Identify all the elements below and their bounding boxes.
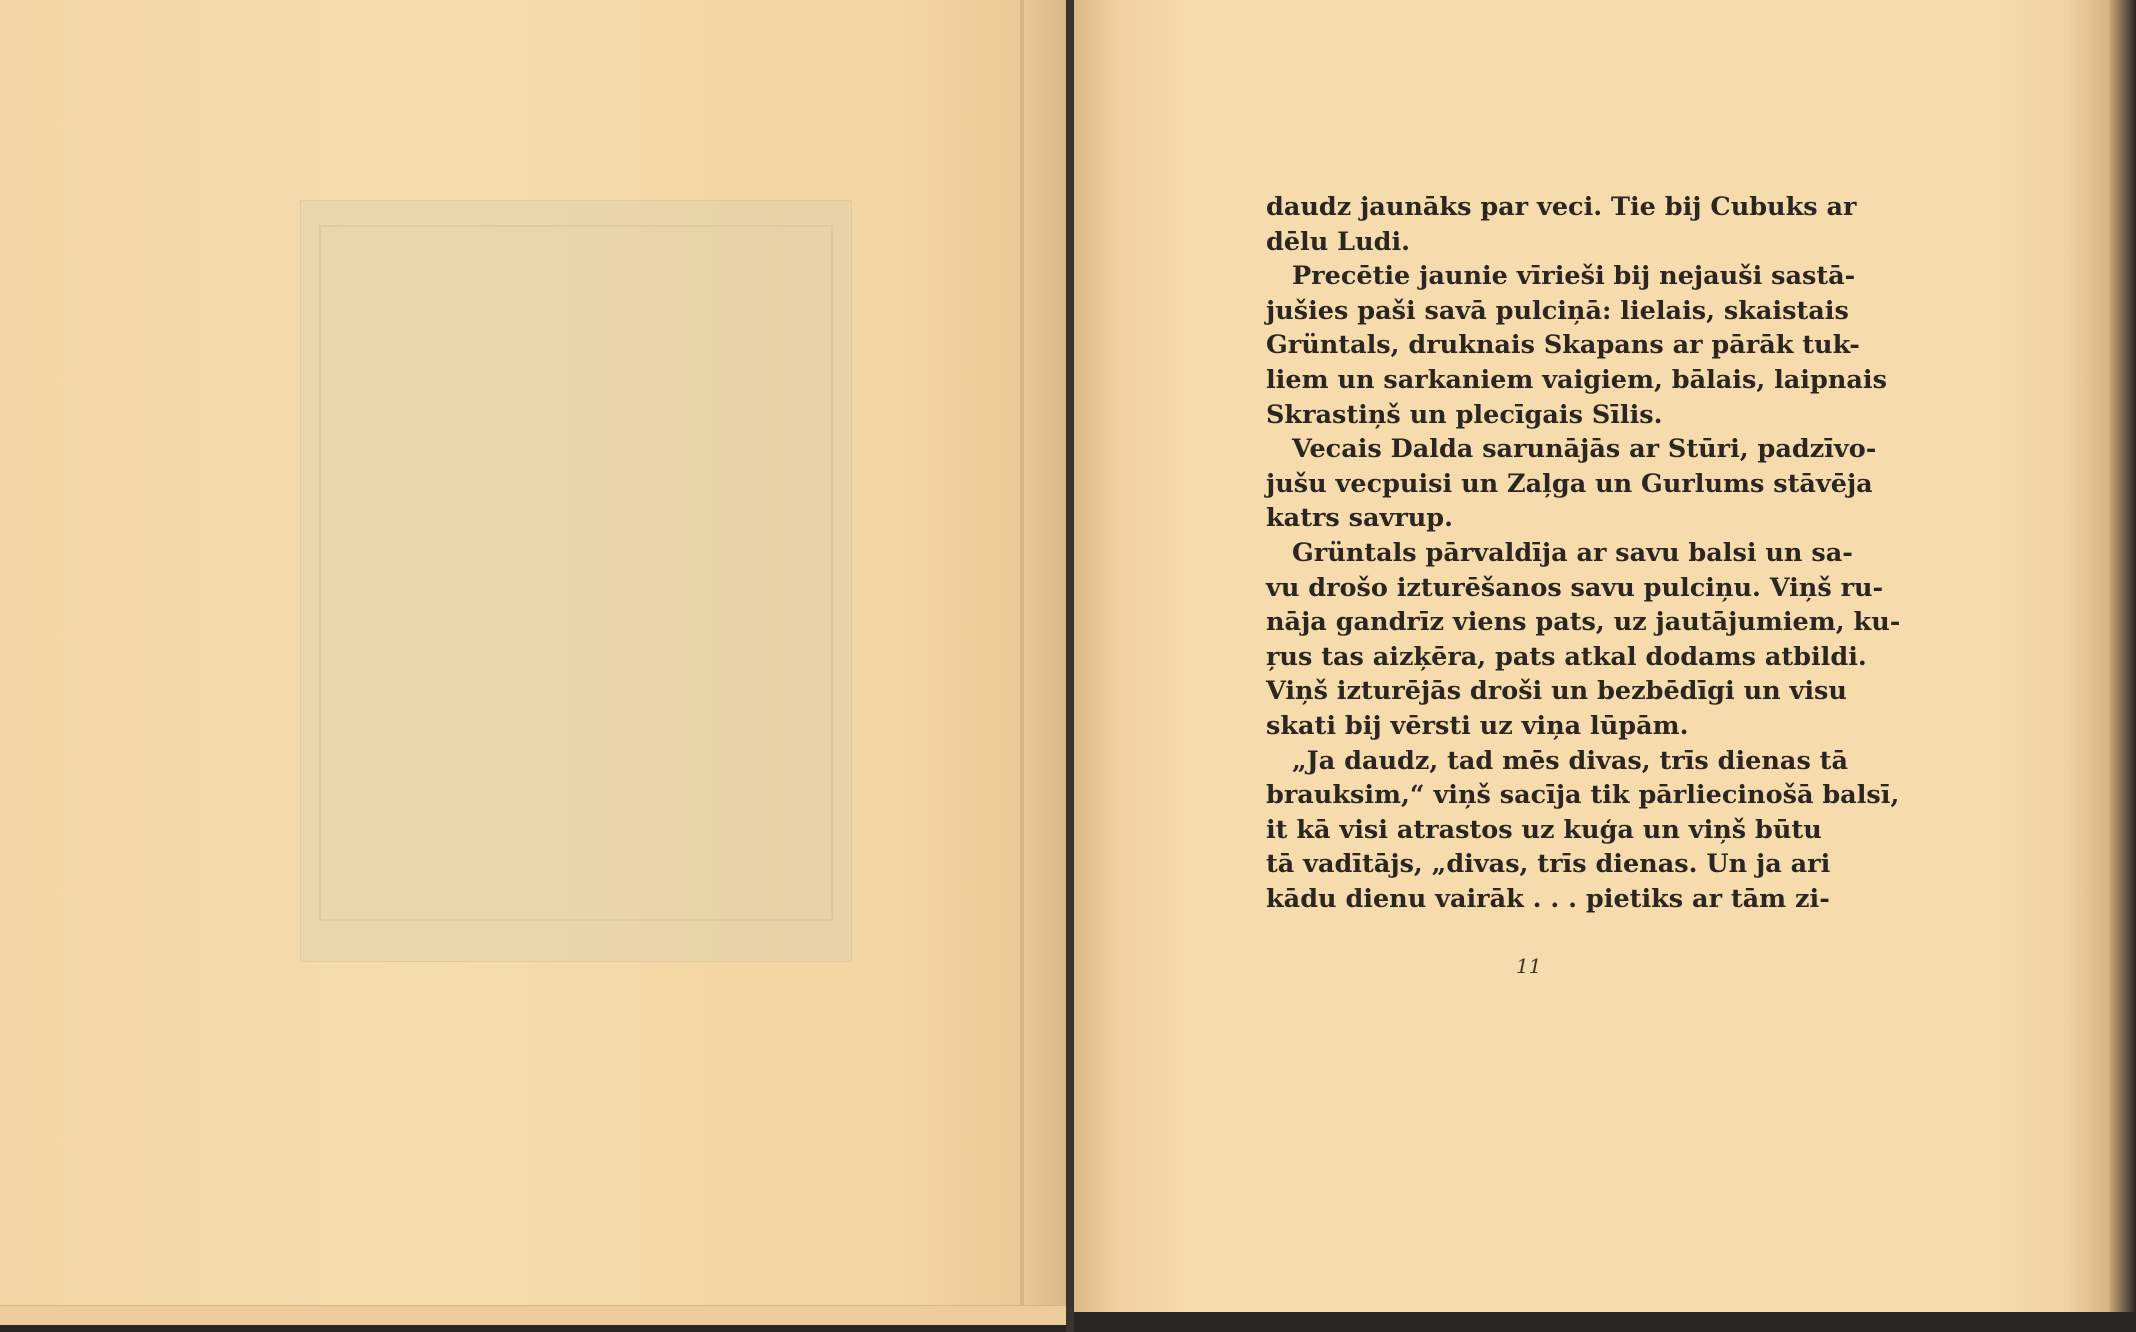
text-line: kādu dienu vairāk . . . pietiks ar tām zi- [1266,883,1830,914]
text-line: nāja gandrīz viens pats, uz jautājumiem, ku- [1266,607,1901,638]
text-line: „Ja daudz, tad mēs divas, trīs dienas tā [1292,745,1848,776]
body-text [1266,190,1901,916]
text-line: katrs savrup. [1266,503,1454,534]
left-page [0,0,1066,1324]
bleed-through-illustration [300,200,852,962]
text-line: it kā visi atrastos uz kuģa un viņš būtu [1266,814,1822,845]
text-line: Grüntals pārvaldīja ar savu balsi un sa- [1292,537,1853,568]
text-line: liem un sarkaniem vaigiem, bālais, laipnais [1266,364,1887,395]
text-line: ŗus tas aizķēra, pats atkal dodams atbildi. [1266,641,1867,672]
bottom-edge-shadow [1074,1312,2136,1332]
illustration-frame [319,225,833,921]
text-line: dēlu Ludi. [1266,226,1411,257]
text-line: Precētie jaunie vīrieši bij nejauši sastā- [1292,261,1856,292]
text-line: brauksim,“ viņš sacīja tik pārliecinošā balsī, [1266,780,1900,811]
text-line: jušies paši savā pulciņā: lielais, skaistais [1266,295,1849,326]
text-line: vu drošo izturēšanos savu pulciņu. Viņš ru- [1266,572,1884,603]
page-fold-line [1020,0,1024,1324]
text-line: skati bij vērsti uz viņa lūpām. [1266,710,1689,741]
text-line: daudz jaunāks par veci. Tie bij Cubuks ar [1266,192,1857,222]
page-edge-shadow [2110,0,2136,1332]
text-line: Vecais Dalda sarunājās ar Stūri, padzīvo- [1292,434,1877,465]
text-line: tā vadītājs, „divas, trīs dienas. Un ja ari [1266,849,1831,880]
text-line: Grüntals, druknais Skapans ar pārāk tuk- [1266,330,1860,361]
page-number: 11 [1516,954,1542,978]
book-gutter [1066,0,1074,1332]
text-line: jušu vecpuisi un Zaļga un Gurlums stāvēja [1266,468,1873,499]
page-edge-strip [0,1305,1066,1325]
text-line: Viņš izturējās droši un bezbēdīgi un visu [1266,676,1847,707]
text-line: Skrastiņš un plecīgais Sīlis. [1266,399,1663,430]
